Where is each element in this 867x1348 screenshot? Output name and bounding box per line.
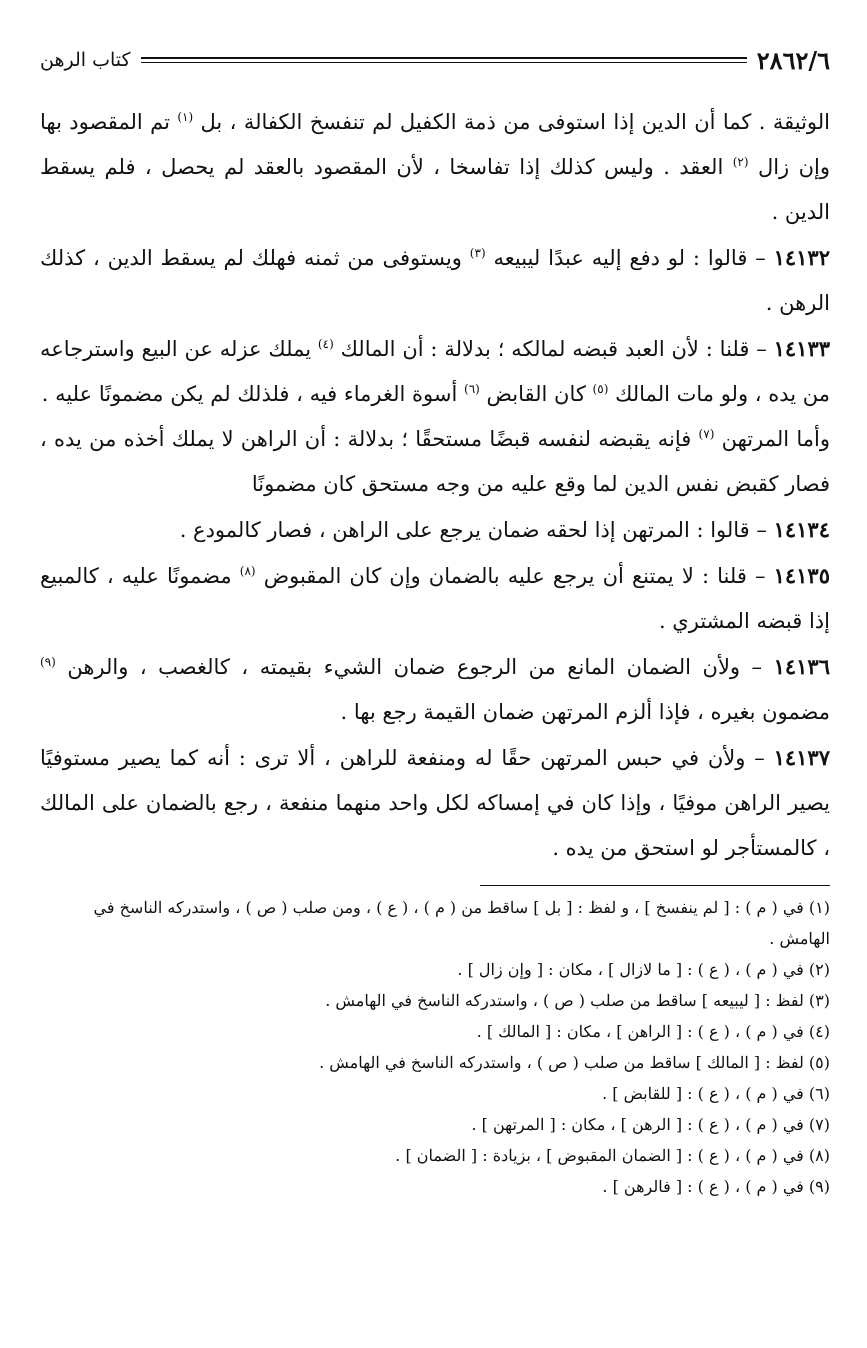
footnote: (٢) في ( م ) ، ( ع ) : [ ما لازال ] ، مكان : [ وإن زال ] . [457, 960, 830, 979]
footnote: (٣) لفظ : [ ليبيعه ] ساقط من صلب ( ص ) ، واستدركه الناسخ في الهامش . [325, 991, 830, 1010]
paragraph-14133 [40, 326, 830, 417]
text: كان القابض [486, 382, 586, 406]
paragraph-14134 [40, 507, 830, 553]
paragraph-number: ١٤١٣٧ [773, 745, 830, 770]
text: – قالوا : المرتهن إذا لحقه ضمان يرجع على الراهن ، فصار كالمودع . [179, 518, 767, 542]
paragraph-14136 [40, 644, 830, 735]
paragraph-14137 [40, 735, 830, 871]
text: – ولأن الضمان المانع من الرجوع ضمان الشيء بقيمته ، كالغصب ، والرهن [67, 655, 763, 679]
footnote-ref: (٦) [464, 382, 480, 396]
footnote-ref: (٧) [698, 427, 715, 441]
document-page [40, 40, 830, 1202]
text: – قالوا : لو دفع إليه عبدًا ليبيعه [493, 246, 766, 270]
text: الوثيقة . كما أن الدين إذا استوفى من ذمة الكفيل لم تنفسخ الكفالة ، بل [200, 110, 830, 134]
footnote: (٧) في ( م ) ، ( ع ) : [ الرهن ] ، مكان : [ المرتهن ] . [471, 1115, 830, 1134]
footnote: (٤) في ( م ) ، ( ع ) : [ الراهن ] ، مكان : [ المالك ] . [476, 1022, 830, 1041]
footnote: (٥) لفظ : [ المالك ] ساقط من صلب ( ص ) ، واستدركه الناسخ في الهامش . [319, 1053, 830, 1072]
footnote: (٨) في ( م ) ، ( ع ) : [ الضمان المقبوض ] ، بزيادة : [ الضمان ] . [395, 1146, 830, 1165]
paragraph-14135 [40, 553, 830, 644]
footnotes [40, 892, 830, 1202]
page-number: ٢٨٦٢/٦ [756, 45, 830, 75]
paragraph-number: ١٤١٣٦ [773, 654, 830, 679]
footnote: (٦) في ( م ) ، ( ع ) : [ للقابض ] . [602, 1084, 830, 1103]
book-title: كتاب الرهن [40, 49, 131, 71]
footnote-ref: (٤) [317, 337, 334, 351]
paragraph-number: ١٤١٣٢ [773, 245, 830, 270]
footnote-separator [480, 885, 830, 886]
text: فإنه يقبضه لنفسه قبضًا مستحقًا ؛ بدلالة : أن الراهن لا يملك أخذه من يده ، فصار كقبض نفس الدين لما وقع عليه من وجه مستحق كان مضمونًا [40, 427, 830, 496]
paragraph-1 [40, 100, 830, 235]
text: مضمونًا عليه ، كالمبيع إذا قبضه المشتري . [40, 564, 830, 633]
text: يملك عزله عن البيع واسترجاعه من يده ، ولو مات المالك [40, 337, 830, 406]
text: تم المقصود بها وإن زال [40, 110, 830, 179]
text: أسوة الغرماء فيه ، فلذلك لم يكن مضمونًا عليه . [41, 382, 458, 406]
paragraph-number: ١٤١٣٥ [773, 563, 830, 588]
header-rule [141, 57, 747, 63]
text: ويستوفى من ثمنه فهلك لم يسقط الدين ، كذلك الرهن . [40, 246, 830, 315]
paragraph-14132 [40, 235, 830, 326]
text: مضمون بغيره ، فإذا ألزم المرتهن ضمان القيمة رجع بها . [340, 700, 830, 724]
footnote-ref: (٩) [40, 655, 56, 669]
footnote-ref: (١) [177, 110, 194, 124]
footnote: (١) في ( م ) : [ لم ينفسخ ] ، و لفظ : [ بل ] ساقط من ( م ) ، ( ع ) ، ومن صلب ( ص ) ، واستدركه الناسخ في الهامش . [93, 898, 830, 948]
footnote-ref: (٢) [732, 155, 749, 169]
paragraph-murtahin [40, 417, 830, 507]
footnote-ref: (٥) [592, 382, 609, 396]
paragraph-number: ١٤١٣٣ [773, 336, 831, 361]
text: العقد . وليس كذلك إذا تفاسخا ، لأن المقصود بالعقد لم يحصل ، فلم يسقط الدين . [40, 155, 830, 224]
paragraph-number: ١٤١٣٤ [773, 517, 830, 542]
footnote-ref: (٨) [239, 564, 256, 578]
page-header [40, 40, 830, 80]
text: – ولأن في حبس المرتهن حقًا له ومنفعة للراهن ، ألا ترى : أنه كما يصير مستوفيًا يصير الراهن موفيًا ، وإذا كان في إمساكه لكل واحد منهما منفعة ، رجع بالضمان على المالك ، كالمستأجر لو استحق من يده . [40, 746, 830, 860]
footnote: (٩) في ( م ) ، ( ع ) : [ فالرهن ] . [602, 1177, 830, 1196]
text: – قلنا : لا يمتنع أن يرجع عليه بالضمان وإن كان المقبوض [263, 564, 766, 588]
main-text [40, 100, 830, 871]
text: وأما المرتهن [721, 427, 830, 451]
footnote-ref: (٣) [469, 246, 486, 260]
text: – قلنا : لأن العبد قبضه لمالكه ؛ بدلالة : أن المالك [340, 337, 767, 361]
